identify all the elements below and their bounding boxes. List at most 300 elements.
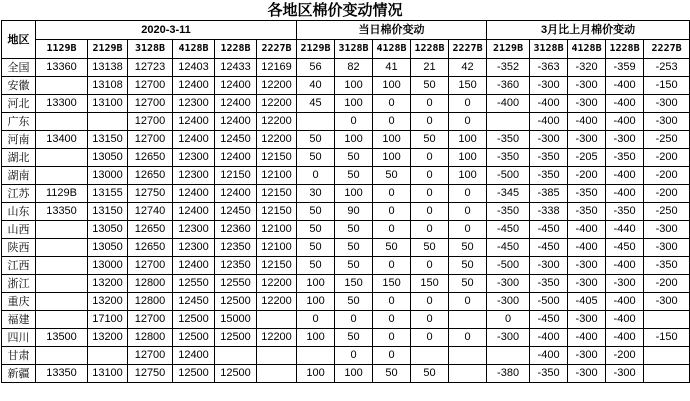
daily-change-cell: 50 [297, 239, 335, 257]
price-cell: 13138 [88, 59, 128, 77]
daily-change-cell: 50 [411, 77, 449, 95]
price-cell: 13400 [36, 131, 88, 149]
monthly-change-cell: -400 [568, 113, 606, 131]
region-cell: 江苏 [2, 185, 36, 203]
monthly-change-cell: -250 [644, 131, 690, 149]
price-cell: 12150 [257, 149, 297, 167]
table-row [2, 257, 690, 275]
daily-change-cell: 50 [335, 239, 373, 257]
monthly-change-cell: -300 [568, 365, 606, 383]
daily-change-cell: 50 [411, 131, 449, 149]
monthly-change-cell: -352 [487, 59, 530, 77]
monthly-change-cell: -400 [530, 347, 568, 365]
price-cell: 12300 [173, 221, 215, 239]
monthly-change-cell: -350 [568, 203, 606, 221]
price-cell: 12433 [215, 59, 257, 77]
price-cell: 12100 [257, 167, 297, 185]
daily-change-cell: 0 [373, 347, 411, 365]
region-cell: 湖南 [2, 167, 36, 185]
price-cell: 12400 [215, 113, 257, 131]
price-cell: 12700 [128, 311, 173, 329]
price-cell: 12550 [173, 275, 215, 293]
daily-change-cell: 100 [335, 77, 373, 95]
table-row [2, 77, 690, 95]
price-cell: 12450 [215, 203, 257, 221]
price-cell: 12400 [173, 77, 215, 95]
daily-change-cell: 100 [373, 149, 411, 167]
price-cell: 12400 [215, 77, 257, 95]
price-cell [257, 311, 297, 329]
region-cell: 广东 [2, 113, 36, 131]
region-cell: 山西 [2, 221, 36, 239]
region-cell: 安徽 [2, 77, 36, 95]
daily-change-cell: 0 [449, 203, 487, 221]
monthly-change-cell: -363 [530, 59, 568, 77]
price-cell: 12200 [257, 131, 297, 149]
monthly-change-cell: -450 [530, 311, 568, 329]
daily-change-cell: 0 [373, 293, 411, 311]
daily-change-cell: 100 [297, 275, 335, 293]
monthly-change-cell: -300 [530, 131, 568, 149]
monthly-change-cell: -300 [606, 365, 644, 383]
monthly-change-cell: -350 [487, 131, 530, 149]
daily-change-cell: 90 [335, 203, 373, 221]
header-row-columns [2, 40, 690, 59]
daily-change-cell: 50 [297, 203, 335, 221]
price-cell: 12300 [173, 149, 215, 167]
monthly-change-cell [487, 347, 530, 365]
monthly-change-cell: -300 [568, 257, 606, 275]
monthly-change-cell: -350 [568, 185, 606, 203]
price-cell: 12800 [128, 293, 173, 311]
monthly-change-cell: -450 [487, 239, 530, 257]
price-cell: 12400 [215, 149, 257, 167]
price-col-header: 3128B [128, 40, 173, 59]
monthly-change-cell: -400 [606, 311, 644, 329]
monthly-change-cell: -359 [606, 59, 644, 77]
daily-change-cell: 0 [449, 329, 487, 347]
price-cell: 12300 [173, 95, 215, 113]
daily-change-cell: 150 [411, 275, 449, 293]
daily-change-cell: 0 [373, 329, 411, 347]
price-cell: 12100 [257, 221, 297, 239]
monthly-change-cell: -300 [606, 275, 644, 293]
daily-change-cell: 50 [373, 167, 411, 185]
price-cell: 17100 [88, 311, 128, 329]
price-cell: 12400 [173, 257, 215, 275]
daily-change-cell: 0 [411, 167, 449, 185]
region-cell: 江西 [2, 257, 36, 275]
monthly-change-cell: -350 [606, 203, 644, 221]
daily-change-cell: 45 [297, 95, 335, 113]
daily-change-cell: 100 [335, 365, 373, 383]
daily-change-cell: 150 [449, 77, 487, 95]
date-group-header: 2020-3-11 [36, 21, 297, 40]
price-col-header: 2129B [88, 40, 128, 59]
price-cell [36, 149, 88, 167]
cotton-price-table [1, 20, 690, 383]
daily-change-cell: 40 [297, 77, 335, 95]
price-cell: 12500 [173, 329, 215, 347]
price-cell: 12360 [215, 221, 257, 239]
daily-change-cell: 0 [373, 113, 411, 131]
monthly-change-cell: -200 [644, 275, 690, 293]
price-cell: 13050 [88, 221, 128, 239]
monthly-change-cell: -400 [568, 221, 606, 239]
price-cell: 12200 [257, 113, 297, 131]
monthly-change-cell: -500 [487, 167, 530, 185]
daily-change-cell: 100 [449, 167, 487, 185]
price-cell: 12450 [215, 131, 257, 149]
monthly-change-cell: -200 [644, 185, 690, 203]
monthly-change-cell: -400 [568, 239, 606, 257]
price-cell [257, 347, 297, 365]
price-cell: 12169 [257, 59, 297, 77]
monthly-change-cell: -405 [568, 293, 606, 311]
monthly-change-cell: -300 [644, 293, 690, 311]
price-cell [36, 347, 88, 365]
daily-change-cell [297, 347, 335, 365]
daily-change-cell: 50 [335, 293, 373, 311]
price-cell: 12403 [173, 59, 215, 77]
daily-change-cell: 0 [335, 113, 373, 131]
price-cell: 13200 [88, 293, 128, 311]
daily-col-header: 1228B [411, 40, 449, 59]
daily-change-cell: 100 [449, 149, 487, 167]
region-cell: 河北 [2, 95, 36, 113]
monthly-change-cell: -400 [606, 113, 644, 131]
daily-change-cell: 56 [297, 59, 335, 77]
price-cell: 13108 [88, 77, 128, 95]
monthly-col-header: 2227B [644, 40, 690, 59]
price-cell: 12400 [173, 131, 215, 149]
daily-change-cell: 100 [449, 131, 487, 149]
price-cell [215, 347, 257, 365]
price-cell: 12100 [257, 239, 297, 257]
region-cell: 新疆 [2, 365, 36, 383]
price-cell: 12400 [173, 203, 215, 221]
table-row [2, 185, 690, 203]
price-cell [36, 221, 88, 239]
monthly-change-cell: -350 [530, 275, 568, 293]
price-cell: 13100 [88, 95, 128, 113]
monthly-change-cell: -300 [568, 311, 606, 329]
monthly-change-cell: -200 [568, 167, 606, 185]
monthly-change-cell: -300 [568, 347, 606, 365]
table-row [2, 275, 690, 293]
region-cell: 四川 [2, 329, 36, 347]
price-cell [36, 293, 88, 311]
daily-change-cell: 21 [411, 59, 449, 77]
daily-change-cell: 50 [373, 239, 411, 257]
monthly-change-cell [644, 347, 690, 365]
monthly-change-cell: -205 [568, 149, 606, 167]
monthly-col-header: 1228B [606, 40, 644, 59]
monthly-change-cell: -400 [606, 293, 644, 311]
price-cell: 12800 [128, 329, 173, 347]
price-col-header: 2227B [257, 40, 297, 59]
daily-change-cell: 0 [449, 293, 487, 311]
daily-change-cell: 0 [449, 113, 487, 131]
price-cell: 12700 [128, 77, 173, 95]
monthly-change-cell: -300 [568, 275, 606, 293]
monthly-change-cell: -300 [487, 293, 530, 311]
price-cell: 12650 [128, 221, 173, 239]
daily-col-header: 4128B [373, 40, 411, 59]
monthly-change-cell: -400 [530, 113, 568, 131]
monthly-change-cell: -400 [530, 95, 568, 113]
monthly-change-cell: -400 [530, 329, 568, 347]
monthly-change-cell: -350 [530, 149, 568, 167]
price-cell: 12200 [257, 329, 297, 347]
price-col-header: 1129B [36, 40, 88, 59]
daily-change-cell: 30 [297, 185, 335, 203]
region-cell: 湖北 [2, 149, 36, 167]
price-cell: 13050 [88, 239, 128, 257]
daily-change-cell: 41 [373, 59, 411, 77]
monthly-change-cell: -345 [487, 185, 530, 203]
monthly-change-cell: -320 [568, 59, 606, 77]
daily-change-cell: 0 [411, 95, 449, 113]
price-cell: 12200 [257, 95, 297, 113]
daily-change-cell: 0 [411, 113, 449, 131]
price-cell: 12300 [173, 167, 215, 185]
table-row [2, 347, 690, 365]
price-cell: 12700 [128, 95, 173, 113]
price-cell: 13050 [88, 149, 128, 167]
daily-change-cell: 0 [411, 293, 449, 311]
daily-change-cell: 0 [335, 311, 373, 329]
daily-change-cell: 50 [373, 365, 411, 383]
price-cell: 12500 [215, 293, 257, 311]
daily-change-cell: 0 [449, 185, 487, 203]
daily-change-cell: 150 [335, 275, 373, 293]
daily-change-cell: 50 [411, 365, 449, 383]
monthly-change-cell [644, 311, 690, 329]
monthly-change-cell: -450 [530, 221, 568, 239]
monthly-change-cell: -385 [530, 185, 568, 203]
region-column-header: 地区 [2, 21, 36, 59]
table-row [2, 311, 690, 329]
daily-change-group-header: 当日棉价变动 [297, 21, 487, 40]
price-cell: 12700 [128, 113, 173, 131]
table-row [2, 239, 690, 257]
monthly-change-cell: -150 [644, 77, 690, 95]
daily-change-cell: 50 [297, 221, 335, 239]
monthly-change-cell: -300 [644, 221, 690, 239]
monthly-change-cell: -450 [487, 221, 530, 239]
price-cell: 12750 [128, 365, 173, 383]
table-row [2, 203, 690, 221]
price-cell: 12650 [128, 239, 173, 257]
daily-change-cell: 0 [373, 311, 411, 329]
monthly-change-cell: -300 [644, 239, 690, 257]
monthly-change-cell: -300 [487, 329, 530, 347]
region-cell: 河南 [2, 131, 36, 149]
daily-change-cell: 0 [373, 95, 411, 113]
price-cell: 12650 [128, 167, 173, 185]
price-cell: 12150 [215, 167, 257, 185]
monthly-change-cell: -200 [606, 347, 644, 365]
region-cell: 甘肃 [2, 347, 36, 365]
daily-change-cell: 42 [449, 59, 487, 77]
price-cell: 13150 [88, 203, 128, 221]
daily-change-cell: 0 [449, 95, 487, 113]
monthly-change-cell: -360 [487, 77, 530, 95]
daily-change-cell: 0 [297, 311, 335, 329]
daily-change-cell: 100 [297, 365, 335, 383]
price-cell [36, 257, 88, 275]
daily-col-header: 2227B [449, 40, 487, 59]
monthly-change-cell: 0 [487, 311, 530, 329]
monthly-change-cell [487, 113, 530, 131]
price-cell: 12700 [128, 131, 173, 149]
table-row [2, 113, 690, 131]
monthly-change-cell: -200 [644, 149, 690, 167]
monthly-change-cell: -450 [530, 239, 568, 257]
monthly-change-cell: -300 [530, 257, 568, 275]
region-cell: 重庆 [2, 293, 36, 311]
daily-change-cell [449, 365, 487, 383]
table-row [2, 365, 690, 383]
monthly-change-cell: -350 [487, 149, 530, 167]
daily-change-cell [449, 311, 487, 329]
price-cell: 1129B [36, 185, 88, 203]
monthly-change-cell: -350 [487, 203, 530, 221]
table-row [2, 329, 690, 347]
monthly-change-cell: -300 [487, 275, 530, 293]
daily-change-cell [449, 347, 487, 365]
price-cell: 13150 [88, 131, 128, 149]
daily-change-cell [411, 347, 449, 365]
price-cell: 12400 [173, 347, 215, 365]
price-cell: 12550 [215, 275, 257, 293]
monthly-change-cell: -450 [606, 239, 644, 257]
daily-change-cell: 0 [449, 221, 487, 239]
monthly-change-cell: -250 [644, 203, 690, 221]
daily-change-cell: 50 [297, 131, 335, 149]
price-cell: 12150 [257, 185, 297, 203]
price-cell [36, 311, 88, 329]
table-row [2, 131, 690, 149]
daily-change-cell: 100 [373, 131, 411, 149]
daily-col-header: 2129B [297, 40, 335, 59]
monthly-change-cell: -150 [644, 329, 690, 347]
price-cell: 12500 [173, 365, 215, 383]
price-cell: 12650 [128, 149, 173, 167]
monthly-change-cell: -400 [606, 77, 644, 95]
price-cell: 13350 [36, 203, 88, 221]
monthly-change-cell: -300 [568, 77, 606, 95]
price-cell: 12500 [173, 311, 215, 329]
price-cell: 12350 [215, 239, 257, 257]
daily-change-cell: 0 [373, 257, 411, 275]
price-cell: 12800 [128, 275, 173, 293]
price-cell: 13155 [88, 185, 128, 203]
price-cell: 12750 [128, 185, 173, 203]
price-cell: 12200 [257, 77, 297, 95]
daily-change-cell: 0 [297, 167, 335, 185]
price-cell [36, 239, 88, 257]
price-cell [36, 113, 88, 131]
daily-change-cell [297, 113, 335, 131]
price-col-header: 4128B [173, 40, 215, 59]
daily-change-cell: 50 [449, 257, 487, 275]
monthly-change-cell: -350 [606, 149, 644, 167]
price-cell: 12723 [128, 59, 173, 77]
price-cell: 13350 [36, 365, 88, 383]
price-cell: 13000 [88, 257, 128, 275]
daily-change-cell: 100 [335, 131, 373, 149]
price-cell [88, 113, 128, 131]
monthly-change-cell: -500 [487, 257, 530, 275]
daily-change-cell: 0 [373, 221, 411, 239]
monthly-change-cell: -253 [644, 59, 690, 77]
price-cell: 12150 [257, 203, 297, 221]
daily-change-cell: 100 [373, 77, 411, 95]
table-row [2, 59, 690, 77]
monthly-change-cell: -500 [530, 293, 568, 311]
daily-change-cell: 50 [297, 257, 335, 275]
price-cell: 13360 [36, 59, 88, 77]
table-row [2, 167, 690, 185]
table-row [2, 221, 690, 239]
monthly-change-cell: -380 [487, 365, 530, 383]
daily-change-cell: 50 [335, 149, 373, 167]
monthly-change-group-header: 3月比上月棉价变动 [487, 21, 690, 40]
monthly-change-cell: -400 [606, 257, 644, 275]
price-cell: 12150 [257, 257, 297, 275]
monthly-change-cell: -300 [568, 131, 606, 149]
price-cell: 13200 [88, 329, 128, 347]
price-cell [36, 275, 88, 293]
monthly-change-cell: -350 [644, 257, 690, 275]
table-row [2, 95, 690, 113]
price-cell: 12740 [128, 203, 173, 221]
daily-change-cell: 0 [411, 311, 449, 329]
monthly-change-cell: -400 [606, 185, 644, 203]
price-cell: 15000 [215, 311, 257, 329]
monthly-change-cell: -400 [568, 329, 606, 347]
monthly-change-cell: -300 [644, 113, 690, 131]
daily-col-header: 3128B [335, 40, 373, 59]
monthly-col-header: 4128B [568, 40, 606, 59]
price-cell: 12400 [215, 95, 257, 113]
monthly-change-cell: -400 [487, 95, 530, 113]
price-cell: 13000 [88, 167, 128, 185]
daily-change-cell: 0 [411, 185, 449, 203]
monthly-change-cell [644, 365, 690, 383]
daily-change-cell: 50 [449, 239, 487, 257]
monthly-change-cell: -400 [606, 95, 644, 113]
price-cell: 12350 [215, 257, 257, 275]
daily-change-cell: 0 [411, 257, 449, 275]
monthly-change-cell: -400 [606, 167, 644, 185]
monthly-change-cell: -400 [606, 329, 644, 347]
price-cell: 12500 [215, 329, 257, 347]
daily-change-cell: 50 [335, 329, 373, 347]
daily-change-cell: 50 [335, 167, 373, 185]
monthly-change-cell: -300 [568, 95, 606, 113]
monthly-change-cell: -300 [606, 131, 644, 149]
monthly-change-cell: -300 [644, 95, 690, 113]
region-cell: 陕西 [2, 239, 36, 257]
daily-change-cell: 50 [335, 257, 373, 275]
price-cell: 12400 [215, 185, 257, 203]
page-title: 各地区棉价变动情况 [267, 1, 403, 19]
price-cell: 12500 [215, 365, 257, 383]
daily-change-cell: 0 [411, 149, 449, 167]
